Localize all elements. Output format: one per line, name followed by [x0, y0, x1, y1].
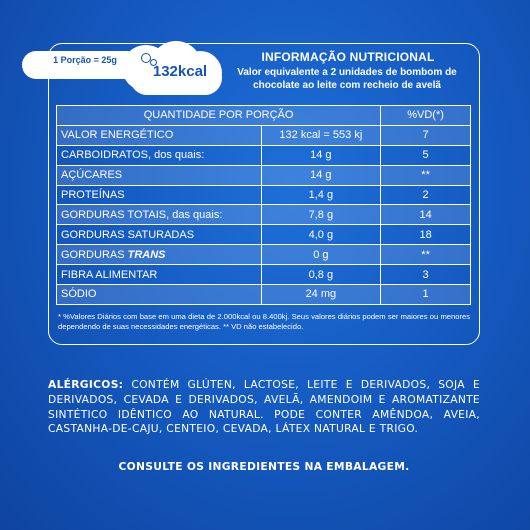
allergens-label: ALÉRGICOS:	[48, 378, 124, 391]
nutrient-name: VALOR ENERGÉTICO	[57, 125, 262, 145]
nutrient-value: 14 g	[261, 145, 381, 165]
serving-description-line: Valor equivalente a 2 unidades de bombom de	[237, 67, 457, 78]
nutrition-title: INFORMAÇÃO NUTRICIONAL	[261, 50, 435, 64]
nutrient-name: SÓDIO	[57, 285, 262, 305]
nutrient-value: 14 g	[261, 165, 381, 185]
allergens-text: CONTÉM GLÚTEN, LACTOSE, LEITE E DERIVADOS, SOJA E DERIVADOS, CEVADA E DERIVADOS, AVELÃ, AMENDOIM E AROMATIZANTE SINTÉTICO IDÊNTICO AO NATURAL. PODE CONTER AMÊNDOA, AVEIA, CASTANHA-DE-CAJU, CENTEIO, CEVADA, LÁTEX NATURAL E TRIGO.	[48, 378, 480, 436]
calories-label: 132kcal	[152, 63, 208, 80]
trans-emphasis: TRANS	[127, 248, 166, 261]
nutrient-vd: 14	[381, 205, 471, 225]
nutrient-value: 0,8 g	[261, 265, 381, 285]
table-header-row	[57, 106, 471, 126]
portion-badge-cloud	[22, 41, 232, 103]
table-row	[57, 265, 471, 285]
nutrient-vd: 7	[381, 125, 471, 145]
nutrient-name-text: GORDURAS	[61, 248, 125, 261]
nutrient-vd: **	[381, 245, 471, 265]
table-row	[57, 245, 471, 265]
serving-description	[222, 66, 472, 92]
nutrient-name: AÇÚCARES	[57, 165, 262, 185]
nutrient-value: 1,4 g	[261, 185, 381, 205]
nutrient-value: 4,0 g	[261, 225, 381, 245]
nutrition-table	[56, 105, 471, 305]
table-row	[57, 285, 471, 305]
serving-description-line: chocolate ao leite com recheio de avelã	[253, 80, 441, 91]
nutrient-vd: 1	[381, 285, 471, 305]
nutrient-vd: 2	[381, 185, 471, 205]
allergens-statement	[48, 378, 480, 437]
nutrient-value: 7,8 g	[261, 205, 381, 225]
table-row	[57, 185, 471, 205]
consult-ingredients-note: CONSULTE OS INGREDIENTES NA EMBALAGEM.	[118, 460, 410, 473]
table-row	[57, 145, 471, 165]
nutrient-value: 24 mg	[261, 285, 381, 305]
nutrient-name: FIBRA ALIMENTAR	[57, 265, 262, 285]
nutrient-vd: 18	[381, 225, 471, 245]
nutrient-name: GORDURAS SATURADAS	[57, 225, 262, 245]
nutrient-value: 0 g	[261, 245, 381, 265]
vd-footnote: * %Valores Diários com base em uma dieta de 2.000kcal ou 8.400kj. Seus valores diários podem ser maiores ou menores dependendo de suas necessidades energéticas. ** VD não estabelecido.	[58, 312, 470, 331]
nutrient-name: CARBOIDRATOS, dos quais:	[57, 145, 262, 165]
table-row	[57, 205, 471, 225]
table-row	[57, 125, 471, 145]
table-row	[57, 165, 471, 185]
nutrient-name: PROTEÍNAS	[57, 185, 262, 205]
nutrient-vd: 3	[381, 265, 471, 285]
nutrient-value: 132 kcal = 553 kj	[261, 125, 381, 145]
nutrient-vd: **	[381, 165, 471, 185]
nutrient-name: GORDURAS TOTAIS, das quais:	[57, 205, 262, 225]
column-header-quantity: QUANTIDADE POR PORÇÃO	[57, 106, 381, 126]
table-row	[57, 225, 471, 245]
nutrient-vd: 5	[381, 145, 471, 165]
portion-size-label: 1 Porção = 25g	[53, 55, 117, 65]
nutrient-name	[57, 245, 262, 265]
column-header-vd: %VD(*)	[381, 106, 471, 126]
